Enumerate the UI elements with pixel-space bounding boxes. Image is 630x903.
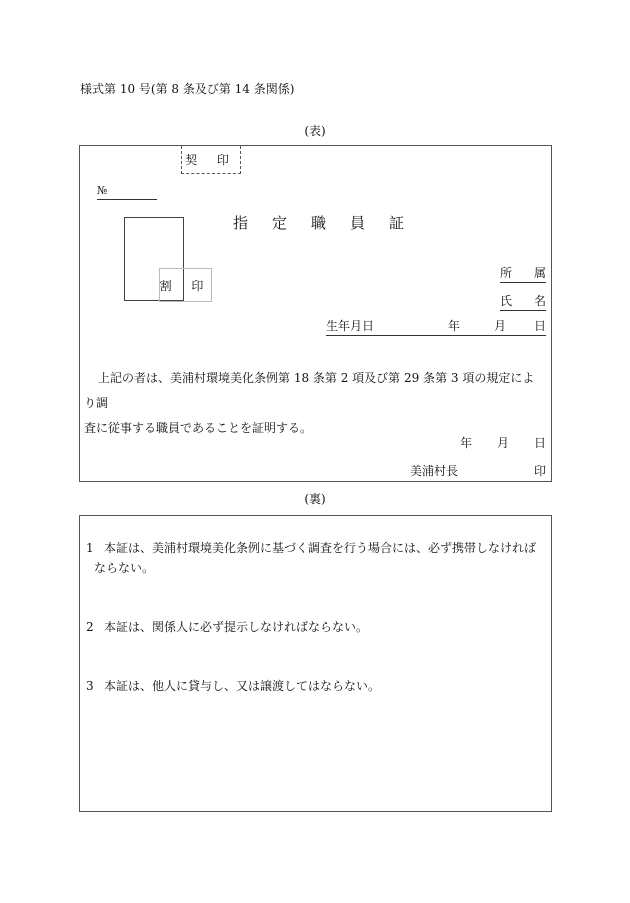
item-text-continued: ならない。	[94, 561, 155, 575]
item-number: 3	[86, 679, 94, 693]
front-section-label: (表)	[304, 124, 326, 138]
back-item-2	[86, 617, 548, 637]
back-item-1	[86, 538, 548, 578]
tally-seal-box: 割 印	[159, 268, 212, 302]
item-text: 本証は、他人に貸与し、又は譲渡してはならない。	[104, 679, 381, 693]
item-text: 本証は、関係人に必ず提示しなければならない。	[104, 620, 369, 634]
birth-year-unit: 年	[447, 319, 460, 333]
affiliation-char-2: 属	[533, 266, 546, 280]
mayor-seal: 印	[533, 464, 546, 478]
mayor-title: 美浦村長	[410, 464, 459, 478]
issue-year-unit: 年	[460, 436, 473, 450]
birthdate-units	[448, 317, 546, 334]
form-number-label: 様式第 10 号(第 8 条及び第 14 条関係)	[80, 82, 295, 96]
affiliation-field	[500, 264, 546, 283]
issue-month-unit: 月	[496, 436, 509, 450]
number-field	[97, 184, 157, 200]
name-char-1: 氏	[500, 294, 513, 308]
item-text: 本証は、美浦村環境美化条例に基づく調査を行う場合には、必ず携帯しなければ	[104, 541, 537, 555]
contract-seal-box: 契 印	[181, 146, 241, 174]
front-card	[79, 145, 552, 482]
certification-statement	[84, 366, 546, 441]
birth-month-unit: 月	[493, 319, 506, 333]
issue-date	[460, 434, 546, 451]
statement-line-2: 査に従事する職員であることを証明する。	[84, 421, 313, 435]
number-label: №	[97, 184, 108, 197]
item-number: 2	[86, 620, 94, 634]
issue-day-unit: 日	[533, 436, 546, 450]
statement-line-1: 上記の者は、美浦村環境美化条例第 18 条第 2 項及び第 29 条第 3 項の規定により調	[84, 371, 535, 410]
name-char-2: 名	[533, 294, 546, 308]
birth-day-unit: 日	[533, 319, 546, 333]
affiliation-char-1: 所	[500, 266, 513, 280]
back-item-3	[86, 676, 548, 696]
name-field	[500, 292, 546, 311]
back-card	[79, 515, 552, 812]
back-section-label: (裏)	[304, 492, 326, 506]
item-number: 1	[86, 541, 94, 555]
birthdate-label: 生年月日	[326, 319, 375, 333]
birthdate-field	[326, 317, 546, 336]
mayor-signature-line	[410, 462, 546, 479]
card-title: 指定職員証	[233, 214, 429, 232]
